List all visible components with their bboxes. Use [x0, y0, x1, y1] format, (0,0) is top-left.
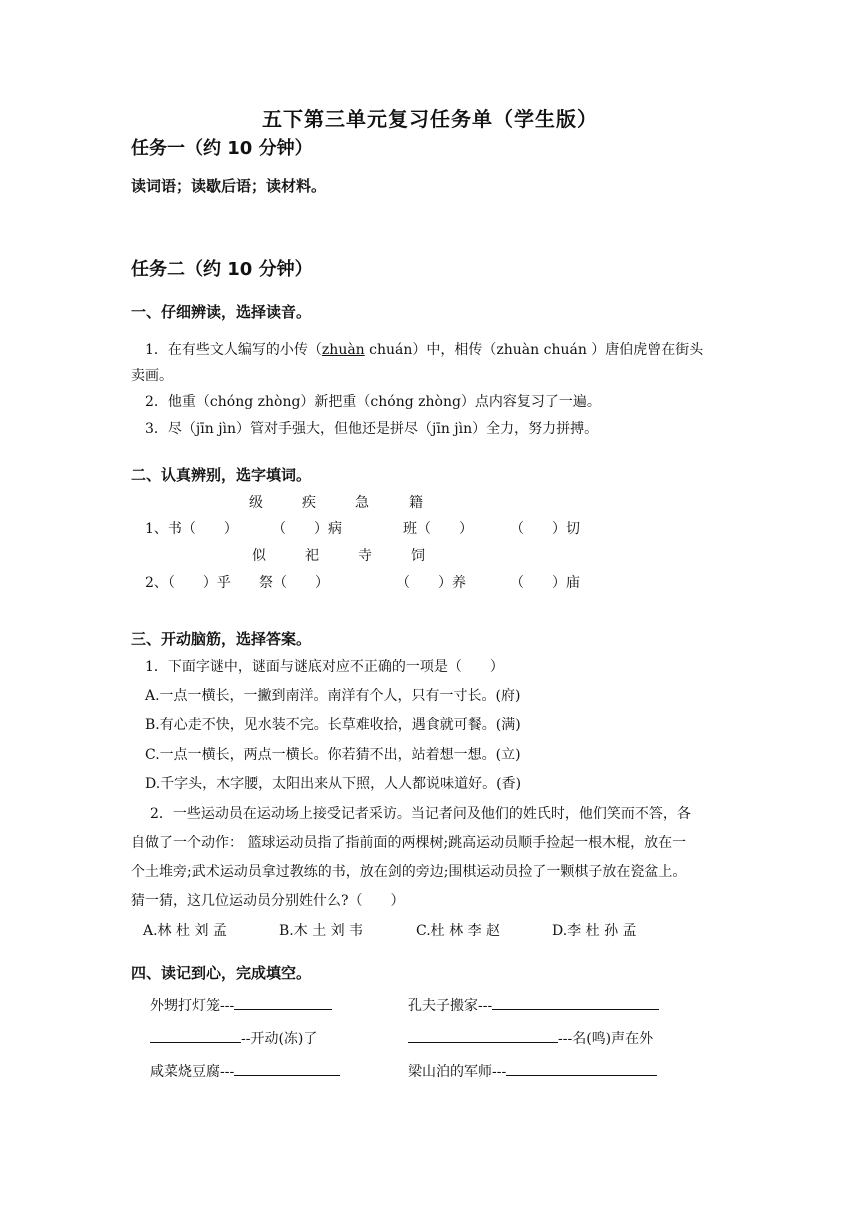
fill-item: （ ）庙 [510, 575, 580, 591]
fill-row-1-left [150, 995, 332, 1015]
char-option: 似 [252, 548, 266, 564]
char-option: 饲 [411, 548, 425, 564]
q1-rest: chuán）中，相传（zhuàn chuán ）唐伯虎曾在街头 [364, 342, 704, 358]
option-b: B.有心走不快，见水装不完。长草难收拾，遇食就可餐。(满) [145, 717, 521, 733]
section1-q2: 2．他重（chóng zhòng）新把重（chóng zhòng）点内容复习了一遍。 [145, 394, 601, 410]
section1-heading: 一、仔细辨读，选择读音。 [131, 303, 312, 321]
section3-heading: 三、开动脑筋，选择答案。 [131, 630, 312, 648]
answer-blank[interactable] [492, 995, 659, 1010]
char-option: 祀 [305, 548, 319, 564]
section4-heading: 四、读记到心，完成填空。 [131, 964, 312, 982]
fill-row-3-left [150, 1061, 340, 1081]
fill-row-1-right [408, 995, 659, 1015]
section3-q2-line4: 猜一猜，这几位运动员分别姓什么?（ ） [131, 893, 405, 909]
fill-item: （ ）切 [510, 521, 580, 537]
section1-q1 [145, 339, 703, 359]
answer-blank[interactable] [234, 1061, 340, 1076]
page-title: 五下第三单元复习任务单（学生版） [262, 107, 598, 131]
fill-item: （ ）病 [272, 521, 342, 537]
section1-q3: 3．尽（jīn jìn）管对手强大，但他还是拼尽（jīn jìn）全力，努力拼搏。 [145, 421, 599, 437]
clue: 咸菜烧豆腐--- [150, 1064, 235, 1080]
char-option: 级 [249, 495, 263, 511]
fill-item: （ ）养 [396, 575, 466, 591]
task1-heading: 任务一（约 10 分钟） [131, 138, 313, 159]
section3-q1: 1．下面字谜中，谜面与谜底对应不正确的一项是（ ） [145, 659, 504, 675]
option-d: D.李 杜 孙 孟 [552, 923, 637, 939]
clue: ---名(鸣)声在外 [558, 1031, 654, 1047]
char-option: 急 [355, 495, 369, 511]
q1-underlined-option: zhuàn [321, 342, 365, 358]
section1-q1-continued: 卖画。 [131, 368, 173, 384]
q1-pre: 1．在有些文人编写的小传（ [145, 342, 322, 358]
option-c: C.一点一横长，两点一横长。你若猜不出，站着想一想。(立) [145, 747, 521, 763]
section3-q2-line2: 自做了一个动作： 篮球运动员指了指前面的两棵树;跳高运动员顺手捡起一根木棍，放在一 [131, 835, 687, 851]
option-a: A.一点一横长，一撇到南洋。南洋有个人，只有一寸长。(府) [145, 688, 521, 704]
section2-heading: 二、认真辨别，选字填词。 [131, 466, 312, 484]
fill-item: 班（ ） [403, 521, 473, 537]
clue: 外甥打灯笼--- [150, 998, 235, 1014]
fill-item: 2、（ ）乎 [145, 575, 231, 591]
fill-item: 1、书（ ） [145, 521, 238, 537]
option-b: B.木 土 刘 韦 [279, 923, 364, 939]
char-option: 疾 [302, 495, 316, 511]
answer-blank[interactable] [234, 995, 332, 1010]
fill-item: 祭（ ） [259, 575, 329, 591]
option-d: D.千字头，木字腰，太阳出来从下照，人人都说味道好。(香) [145, 776, 522, 792]
char-option: 寺 [358, 548, 372, 564]
clue: 梁山泊的军师--- [408, 1064, 507, 1080]
clue: 孔夫子搬家--- [408, 998, 493, 1014]
answer-blank[interactable] [506, 1061, 657, 1076]
option-a: A.林 杜 刘 孟 [143, 923, 227, 939]
answer-blank[interactable] [408, 1028, 558, 1043]
task1-content: 读词语；读歇后语；读材料。 [131, 177, 327, 195]
section3-q2-line1: 2．一些运动员在运动场上接受记者采访。当记者问及他们的姓氏时，他们笑而不答，各 [150, 806, 691, 822]
char-option: 籍 [409, 495, 423, 511]
section3-q2-line3: 个土堆旁;武术运动员拿过教练的书，放在剑的旁边;围棋运动员捡了一颗棋子放在瓷盆上。 [131, 864, 687, 880]
task2-heading: 任务二（约 10 分钟） [131, 259, 313, 280]
fill-row-2-left [150, 1028, 317, 1048]
fill-row-3-right [408, 1061, 657, 1081]
option-c: C.杜 林 李 赵 [416, 923, 501, 939]
clue: --开动(冻)了 [241, 1031, 318, 1047]
fill-row-2-right [408, 1028, 653, 1048]
answer-blank[interactable] [150, 1028, 241, 1043]
